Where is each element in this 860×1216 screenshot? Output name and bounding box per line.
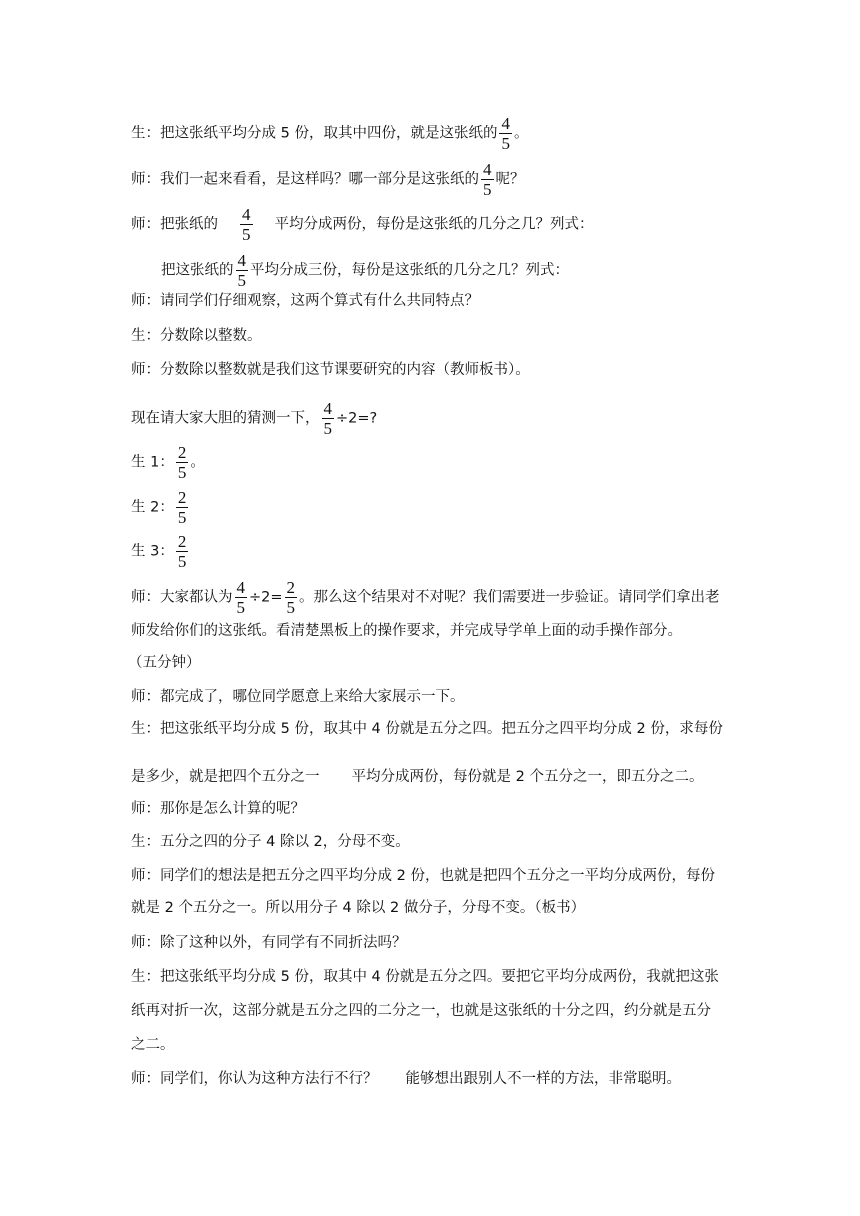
fraction (235, 578, 248, 617)
fraction-denominator: 5 (501, 134, 510, 153)
fraction (481, 160, 494, 199)
line-text: 。那么这个结果对不对呢？我们需要进一步验证。请同学们拿出老 (299, 589, 720, 606)
text-line (131, 866, 715, 886)
fraction-denominator: 5 (237, 271, 246, 290)
line-text: 把这张纸的 (161, 262, 234, 279)
line-text: 师：那你是怎么计算的呢？ (131, 801, 305, 817)
text-line (128, 653, 201, 673)
line-text: 师：除了这种以外，有同学有不同折法吗？ (131, 935, 407, 951)
line-text: 生 3： (131, 543, 174, 560)
line-text: 生：分数除以整数。 (131, 328, 262, 344)
line-text: 生：把这张纸平均分成 5 份，取其中 4 份就是五分之四。要把它平均分成两份，我就把这张 (131, 969, 719, 985)
fraction-denominator: 5 (236, 598, 245, 617)
text-line (131, 205, 594, 244)
line-text: 能够想出跟别人不一样的方法，非常聪明。 (405, 1071, 681, 1087)
text-line (131, 1001, 711, 1021)
line-text: 师：分数除以整数就是我们这节课要研究的内容（教师板书）。 (131, 362, 530, 378)
line-text: 现在请大家大胆的猜测一下， (131, 410, 320, 427)
fraction-denominator: 5 (483, 180, 492, 199)
line-text: 师发给你们的这张纸。看清楚黑板上的操作要求，并完成导学单上面的动手操作部分。 (131, 623, 682, 639)
line-text: 生 1： (131, 454, 174, 471)
line-text: 呢？ (495, 171, 525, 188)
line-text: （五分钟） (128, 655, 201, 671)
line-text: 平均分成两份，每份是这张纸的几分之几？列式： (274, 216, 594, 233)
line-text: 师：同学们，你认为这种方法行不行？ (131, 1071, 378, 1087)
line-text: 生：五分之四的分子 4 除以 2，分母不变。 (131, 834, 410, 850)
text-line (131, 488, 190, 527)
line-text: 生：把这张纸平均分成 5 份，取其中 4 份就是五分之四。把五分之四平均分成 2 份，求每份 (131, 721, 723, 737)
fraction-numerator: 2 (177, 532, 187, 551)
text-line (131, 799, 305, 819)
text-line (131, 532, 190, 571)
fraction-numerator: 2 (177, 488, 187, 507)
text-line (131, 360, 530, 380)
fraction (322, 399, 335, 438)
line-text: 之二。 (131, 1037, 175, 1053)
line-text: 平均分成两份，每份就是 2 个五分之一，即五分之二。 (351, 769, 704, 785)
fraction-denominator: 5 (177, 508, 187, 527)
fraction-denominator: 5 (177, 552, 187, 571)
fraction (176, 488, 189, 527)
line-text: ÷2= (249, 589, 283, 606)
text-line (131, 933, 407, 953)
line-text: 是多少，就是把四个五分之一 (131, 769, 320, 785)
fraction-numerator: 4 (483, 160, 492, 179)
fraction (499, 114, 512, 153)
line-text: 师：把张纸的 (131, 216, 218, 233)
text-line (131, 443, 205, 482)
fraction-denominator: 5 (242, 225, 251, 244)
line-text: 。 (190, 454, 205, 471)
fraction-numerator: 2 (286, 578, 296, 597)
text-line (131, 578, 720, 617)
line-text: 生 2： (131, 499, 174, 516)
fraction-denominator: 5 (286, 598, 296, 617)
text-line (131, 719, 723, 739)
text-line (131, 1035, 175, 1055)
line-text: 生：把这张纸平均分成 5 份，取其中四份，就是这张纸的 (131, 125, 498, 142)
line-text: 师：我们一起来看看，是这样吗？哪一部分是这张纸的 (131, 171, 479, 188)
fraction-numerator: 4 (236, 578, 245, 597)
fraction-numerator: 4 (237, 251, 246, 270)
fraction-denominator: 5 (177, 463, 187, 482)
fraction (240, 205, 253, 244)
line-text: 纸再对折一次，这部分就是五分之四的二分之一，也就是这张纸的十分之四，约分就是五分 (131, 1003, 711, 1019)
fraction-numerator: 4 (501, 114, 510, 133)
text-line (131, 767, 703, 787)
fraction-denominator: 5 (323, 419, 332, 438)
line-text: 平均分成三份，每份是这张纸的几分之几？列式： (250, 262, 569, 279)
fraction (285, 578, 298, 617)
line-text: 就是 2 个五分之一。所以用分子 4 除以 2 做分子，分母不变。（板书） (131, 900, 586, 916)
line-text: ÷2=? (336, 410, 378, 427)
fraction (176, 443, 189, 482)
text-line (131, 399, 377, 438)
fraction-numerator: 4 (242, 205, 251, 224)
line-text: 。 (513, 125, 529, 142)
text-line (161, 251, 569, 290)
text-line (131, 1069, 681, 1089)
text-line (131, 621, 682, 641)
text-line (131, 898, 585, 918)
line-text: 师：同学们的想法是把五分之四平均分成 2 份，也就是把四个五分之一平均分成两份，每份 (131, 868, 715, 884)
fraction (236, 251, 249, 290)
line-text: 师：都完成了，哪位同学愿意上来给大家展示一下。 (131, 689, 465, 705)
text-line (131, 687, 465, 707)
fraction-numerator: 2 (177, 443, 187, 462)
text-line (131, 967, 719, 987)
fraction (176, 532, 189, 571)
line-text: 师：请同学们仔细观察，这两个算式有什么共同特点？ (131, 293, 479, 309)
text-line (131, 114, 528, 153)
line-text: 师：大家都认为 (131, 589, 233, 606)
text-line (131, 326, 262, 346)
text-line (131, 832, 410, 852)
text-line (131, 160, 525, 199)
text-line (131, 291, 479, 311)
fraction-numerator: 4 (323, 399, 332, 418)
